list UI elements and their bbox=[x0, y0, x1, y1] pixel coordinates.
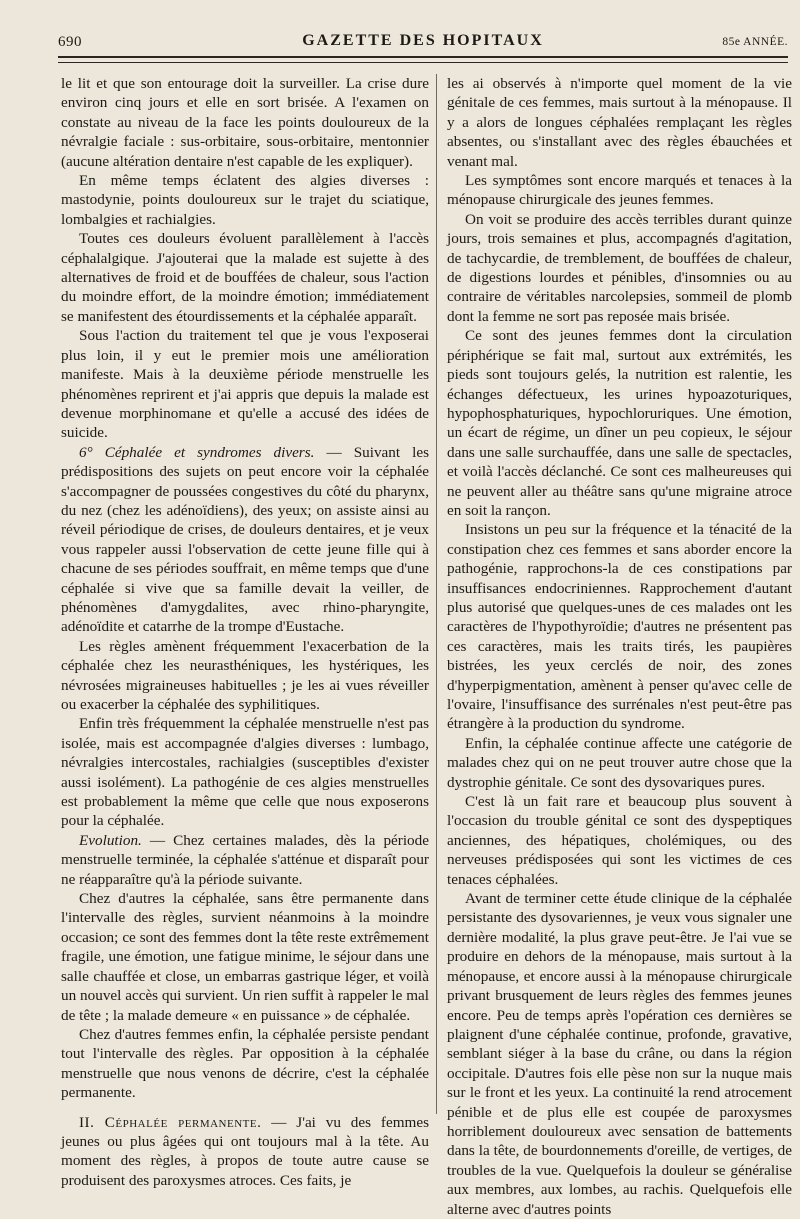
header-rule-thin bbox=[58, 62, 788, 63]
paragraph: Avant de terminer cette étude clinique de la céphalée persistante des dysovariennes, je veux vous signaler une dernière modalité, la plus grave peut-être. Je l'ai vue se produire en dehors de la ménopause, mais surtout à la ménopause, et encore aussi à la ménopause chirurgicale privant brusquement de leurs règles des femmes jeunes encore. Peu de temps après l'opération ces dernières se plaignent d'une céphalée continue, profonde, gravative, semblant siéger à la base du crâne, ou dans la région occipitale. D'autres fois elle pèse non sur la nuque mais sur le front et les yeux. La continuité la rend atrocement pénible et de plus elle est coupée de paroxysmes horriblement douloureux avec sensation de battements dans la tête, de bourdonnements d'oreille, de vertiges, de troubles de la vue. Quelquefois la douleur se généralise aux membres, aux lombes, au rachis. Quelquefois elle alterne avec d'autres points bbox=[447, 890, 792, 1218]
column-divider bbox=[436, 74, 437, 1114]
paragraph: Chez d'autres femmes enfin, la céphalée persiste pendant tout l'intervalle des règles. Par opposition à la céphalée menstruelle que nous venons de décrire, c'est la céphalée permanente. bbox=[61, 1025, 429, 1102]
paragraph bbox=[61, 831, 429, 889]
left-column bbox=[61, 74, 430, 1189]
paragraph: Toutes ces douleurs évoluent parallèlement à l'accès céphalalgique. J'ajouterai que la malade est sujette à des alternatives de froid et de bouffées de chaleur, sous l'action du moindre effort, de la moindre émotion; immédiatement se manifestent des étourdissements et la céphalée apparaît. bbox=[61, 230, 429, 325]
paragraph: Les symptômes sont encore marqués et tenaces à la ménopause chirurgicale des jeunes femmes. bbox=[447, 172, 792, 209]
paragraph-text: — Suivant les prédispositions des sujets on peut encore voir la céphalée s'accompagner de poussées congestives du côté du pharynx, du nez (chez les adénoïdiens), des yeux; on assiste ainsi au réveil périodique de crises, de douleurs dentaires, et je veux vous rappeler aussi l'observation de cette jeune fille qui à chacune de ses périodes souffrait, en même temps que d'une céphalée si vive que sa famille devait la veiller, de phénomènes d'amygdalites, avec rhino-pharyngite, adénoïdite et catarrhe de la trompe d'Eustache. bbox=[61, 443, 430, 636]
paragraph: Sous l'action du traitement tel que je vous l'exposerai plus loin, il y eut le premier mois une amélioration manifeste. Mais à la deuxième période menstruelle les phénomènes reprirent et j'ai appris que depuis la malade est devenue morphinomane et qu'elle a accusé des idées de suicide. bbox=[61, 327, 429, 442]
journal-year: 85e ANNÉE. bbox=[722, 36, 788, 48]
paragraph: C'est là un fait rare et beaucoup plus souvent à l'occasion du trouble génital ce sont des dyspeptiques anciennes, des hépatiques, cholémiques, ou des nerveuses prédisposées qui sont les victimes de ces tenaces céphalées. bbox=[447, 793, 792, 888]
section-heading: II. Céphalée permanente. bbox=[79, 1113, 262, 1131]
paragraph: Enfin très fréquemment la céphalée menstruelle n'est pas isolée, mais est accompagnée d'algies diverses : lumbago, névralgies intercostales, rachialgies (susceptibles d'exister aussi isolément). La pathogénie de ces algies menstruelles est probablement la même que celle que nous exposerons pour la céphalée. bbox=[61, 715, 429, 830]
paragraph: Ce sont des jeunes femmes dont la circulation périphérique se fait mal, surtout aux extrémités, les pieds sont toujours gelés, la nutrition est ralentie, les échanges défectueux, les urines hypoazoturiques, hypophosphaturiques, hypochloruriques. Une émotion, un écart de régime, un dîner un peu copieux, le séjour dans une salle surchauffée, dans une salle de spectacles, et voilà l'accès déclanché. Ce sont ces malheureuses qui ne peuvent aller au théâtre sans qu'une migraine atroce en soit la rançon. bbox=[447, 327, 792, 519]
journal-title: GAZETTE DES HOPITAUX bbox=[302, 32, 544, 49]
section-heading: 6° Céphalée et syndromes divers. bbox=[79, 443, 315, 461]
right-column bbox=[447, 74, 792, 1218]
paragraph: Les règles amènent fréquemment l'exacerbation de la céphalée chez les neurasthéniques, les hystériques, les névrosées migraineuses habituelles ; je les ai vues réveiller ou exacerber la céphalée des syphilitiques. bbox=[61, 637, 429, 713]
paragraph: Chez d'autres la céphalée, sans être permanente dans l'intervalle des règles, survient néanmoins à la moindre occasion; ce sont des femmes dont la tête reste extrêmement fragile, une émotion, une fatigue minime, le séjour dans une salle chauffée et close, un embarras gastrique léger, et voilà un nouvel accès qui survient. Un rien suffit à rappeler le mal de tête ; la malade demeure « en puissance » de céphalée. bbox=[61, 890, 429, 1024]
paragraph bbox=[61, 443, 429, 637]
page-header bbox=[58, 30, 788, 54]
paragraph-text: — Chez certaines malades, dès la période menstruelle terminée, la céphalée s'atténue et disparaît pour ne réapparaître qu'à la période suivante. bbox=[61, 831, 429, 888]
paragraph: Insistons un peu sur la fréquence et la ténacité de la constipation chez ces femmes et sans aborder encore la pathogénie, rapprochons-la de ces constipations par insuffisances endocriniennes. Rapprochement d'autant plus autorisé que quelques-unes de ces malades ont les caractères de l'hypothyroïdie; d'autres ne présentent pas ces caractères, mais les traits tirés, les paupières bistrées, les yeux cerclés de noir, des zones d'hyperpigmentation, amènent à penser qu'avec celle de l'ovaire, l'insuffisance des surrénales n'est peut-être pas étrangère à la production du syndrome. bbox=[447, 521, 792, 733]
paragraph bbox=[61, 1113, 429, 1191]
paragraph: Enfin, la céphalée continue affecte une catégorie de malades chez qui on ne peut trouver autre chose que la dystrophie génitale. Ce sont des dysovariques pures. bbox=[447, 734, 792, 791]
header-rule bbox=[58, 56, 788, 58]
paragraph: le lit et que son entourage doit la surveiller. La crise dure environ cinq jours et elle en sort brisée. A l'examen on constate au niveau de la face les points douloureux de la névralgie faciale : sus-orbitaire, sous-orbitaire, mentonnier (aucune altération dentaire n'est capable de les expliquer). bbox=[61, 75, 429, 170]
section-heading: Evolution. bbox=[79, 831, 142, 849]
paragraph-text: — J'ai vu des femmes jeunes ou plus âgées qui ont toujours mal à la tête. Au moment des règles, à propos de toute autre cause se produisent des paroxysmes atroces. Ces faits, je bbox=[61, 1113, 429, 1189]
page-number: 690 bbox=[58, 34, 82, 50]
paragraph: On voit se produire des accès terribles durant quinze jours, trois semaines et plus, accompagnés d'agitation, de tachycardie, de tremblement, de bouffées de chaleur, de digestions lourdes et pénibles, d'insomnies ou au contraire de véritables narcolepsies, sommeil de plomb dont la femme ne sort pas reposée mais brisée. bbox=[447, 210, 792, 325]
paragraph: les ai observés à n'importe quel moment de la vie génitale de ces femmes, mais surtout à la ménopause. Il y a alors de longues céphalées remplaçant les règles absentes, ou s'installant avec des règles ébauchées et venant mal. bbox=[447, 75, 792, 170]
paragraph: En même temps éclatent des algies diverses : mastodynie, points douloureux sur le trajet du sciatique, lombalgies et rachialgies. bbox=[61, 172, 429, 228]
